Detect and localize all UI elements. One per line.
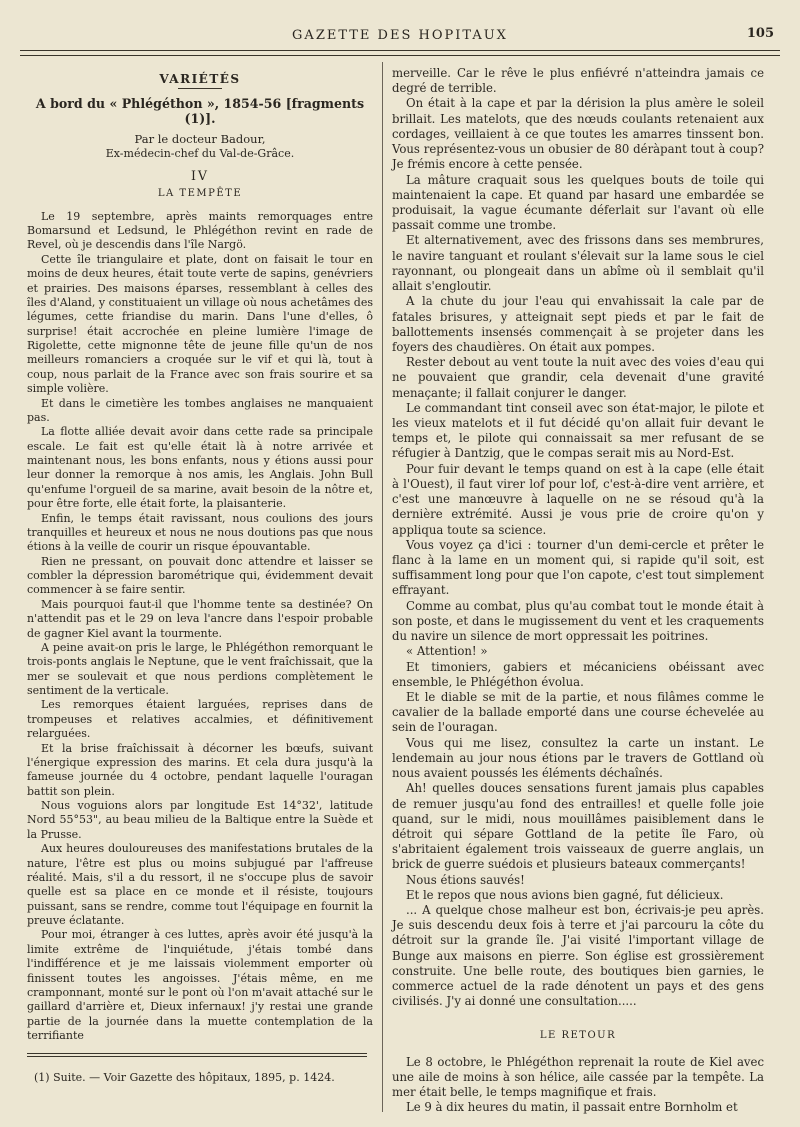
section-heading: VARIÉTÉS [159, 72, 241, 86]
paragraph: « Attention! » [406, 644, 488, 659]
right-column [392, 66, 764, 1116]
paragraph: Le 9 à dix heures du matin, il passait entre Bornholm et [406, 1100, 738, 1115]
paragraph: merveille. Car le rêve le plus enfiévré n'atteindra jamais ce degré de terrible. [392, 66, 764, 96]
footnote-rule [27, 1053, 367, 1054]
paragraph: Pour fuir devant le temps quand on est à la cape (elle était à l'Ouest), il faut virer lof pour lof, c'est-à-dire vent arrière, et c'est une manœuvre à laquelle on ne se résoud qu'à la dernière extrémité. Aussi je vous prie de croire qu'on y appliqua toute sa science. [392, 461, 764, 537]
header-rule-thin [20, 55, 780, 56]
column-divider [382, 62, 383, 1112]
author-byline: Par le docteur Badour, [134, 132, 266, 147]
paragraph: Nous étions sauvés! [406, 872, 525, 887]
paragraph: La flotte alliée devait avoir dans cette rade sa principale escale. Le fait est qu'elle était là à notre arrivée et maintenant nous, les bons enfants, nous y étions aussi pour leur donner la remorque à nos amis, les Anglais. John Bull qu'enfume l'orgueil de sa marine, avait besoin de la nôtre et, pour être forte, elle était forte, la plaisanterie. [27, 425, 373, 511]
page-number: 105 [746, 26, 774, 41]
paragraph: ... A quelque chose malheur est bon, écrivais-je peu après. Je suis descendu deux fois à terre et j'ai parcouru la côte du détroit sur la grande île. J'ai visité l'important village de Bunge aux maisons en pierre. Son église est grossièrement construite. Une belle route, des boutiques bien garnies, le commerce actuel de la rade dénotent un pays et des gens civilisés. J'y ai donné une consultation..... [392, 903, 764, 1009]
journal-title: GAZETTE DES HOPITAUX [292, 28, 508, 43]
paragraph: Et alternativement, avec des frissons dans ses membrures, le navire tanguant et roulant s'élevait sur la lame sous le ciel rayonnant, ou plongeait dans un abîme où il semblait qu'il allait s'engloutir. [392, 233, 764, 294]
paragraph: Cette île triangulaire et plate, dont on faisait le tour en moins de deux heures, était toute verte de sapins, genévriers et prairies. Des maisons éparses, ressemblant à celles des îles d'Aland, y constituaient un village où nous achetâmes des légumes, cette friandise du marin. Dans l'une d'elles, ô surprise! était accrochée en pleine lumière l'image de Rigolette, cette mignonne tête de jeune fille qu'un de nos meilleurs romanciers a croquée sur le vif et qui là, tout à coup, nous parlait de la France avec son frais sourire et sa simple volière. [27, 252, 373, 396]
paragraph: On était à la cape et par la dérision la plus amère le soleil brillait. Les matelots, que des nœuds coulants retenaient aux cordages, veillaient à ce que toutes les amarres tinssent bon. Vous représentez-vous un obusier de 80 déràpant tout à coup? Je frémis encore à cette pensée. [392, 96, 764, 172]
paragraph: Comme au combat, plus qu'au combat tout le monde était à son poste, et dans le mugissement du vent et les craquements du navire un silence de mort oppressait les poitrines. [392, 598, 764, 644]
paragraph: Nous voguions alors par longitude Est 14°32', latitude Nord 55°53", au beau milieu de la Baltique entre la Suède et la Prusse. [27, 799, 373, 841]
paragraph: Vous voyez ça d'ici : tourner d'un demi-cercle et prêter le flanc à la lame en un moment qui, si rapide qu'il soit, est suffisamment long pour que l'on capote, c'est tout simplement effrayant. [392, 537, 764, 598]
paragraph: Le 19 septembre, après maints remorquages entre Bomarsund et Ledsund, le Phlégéthon revint en rade de Revel, où je descendis dans l'île Nargö. [27, 209, 373, 252]
footnote-rule-thin [27, 1056, 367, 1057]
header-rule [20, 50, 780, 51]
author-affiliation: Ex-médecin-chef du Val-de-Grâce. [105, 146, 295, 160]
paragraph: Et dans le cimetière les tombes anglaises ne manquaient pas. [27, 396, 373, 424]
paragraph: A peine avait-on pris le large, le Phlégéthon remorquant le trois-ponts anglais le Neptune, que le vent fraîchissait, que la mer se soulevait et que nous perdions complètement le sentiment de la verticale. [27, 640, 373, 697]
paragraph: Rien ne pressant, on pouvait donc attendre et laisser se combler la dépression barométrique qui, évidemment devait commencer à se faire sentir. [27, 554, 373, 597]
part-title: LA TEMPÊTE [157, 188, 243, 200]
page-header [20, 22, 780, 52]
paragraph: Enfin, le temps était ravissant, nous coulions des jours tranquilles et heureux et nous ne nous doutions pas que nous étions à la veille de courir un risque épouvantable. [27, 511, 373, 554]
paragraph: Et le diable se mit de la partie, et nous filâmes comme le cavalier de la ballade emporté dans une course échevelée au sein de l'ouragan. [392, 689, 764, 735]
paragraph: Rester debout au vent toute la nuit avec des voies d'eau qui ne pouvaient que grandir, cela devenait d'une gravité menaçante; il fallait conjurer le danger. [392, 355, 764, 400]
paragraph: Mais pourquoi faut-il que l'homme tente sa destinée? On n'attendit pas et le 29 on leva l'ancre dans l'espoir probable de gagner Kiel avant la tourmente. [27, 597, 373, 640]
paragraph: Vous qui me lisez, consultez la carte un instant. Le lendemain au jour nous étions par le travers de Gottland où nous avaient poussés les éléments déchaînés. [392, 735, 764, 781]
paragraph: A la chute du jour l'eau qui envahissait la cale par de fatales brisures, y atteignait sept pieds et par le fait de ballottements insensés commençait à se projeter dans les foyers des chaudières. On était aux pompes. [392, 294, 764, 354]
part-number: IV [190, 167, 210, 183]
article-title: A bord du « Phlégéthon », 1854-56 [fragments (1)]. [35, 96, 365, 126]
paragraph: Pour moi, étranger à ces luttes, après avoir été jusqu'à la limite extrême de l'inquiétude, j'étais tombé dans l'indifférence et je me laissais violemment emporter où finissent toutes les angoisses. J'étais même, en me cramponnant, monté sur le pont où l'on m'avait attaché sur le gaillard d'arrière et, Dieux infernaux! j'y restai une grande partie de la journée dans la muette contemplation de la terrifiante [27, 928, 373, 1042]
paragraph: La mâture craquait sous les quelques bouts de toile qui maintenaient la cape. Et quand par hasard une embardée se produisait, la vague écumante déferlait sur l'avant où elle passait comme une trombe. [392, 172, 764, 233]
paragraph: Et la brise fraîchissait à décorner les bœufs, suivant l'énergique expression des marins. Et cela dura jusqu'à la fameuse journée du 4 octobre, pendant laquelle l'ouragan battit son plein. [27, 741, 373, 798]
paragraph: Ah! quelles douces sensations furent jamais plus capables de remuer jusqu'au fond des entrailles! et quelle folle joie quand, sur le midi, nous mouillâmes paisiblement dans le détroit qui sépare Gottland de la petite île Faro, où s'abritaient également trois vaisseaux de guerre anglais, un brick de guerre suédois et plusieurs bateaux commerçants! [392, 781, 764, 872]
paragraph: Et le repos que nous avions bien gagné, fut délicieux. [406, 887, 724, 902]
left-column [27, 66, 373, 1043]
paragraph: Les remorques étaient larguées, reprises dans de trompeuses et relatives accalmies, et définitivement relarguées. [27, 698, 373, 741]
subsection-heading: LE RETOUR [539, 1029, 617, 1041]
paragraph: Aux heures douloureuses des manifestations brutales de la nature, l'être est plus ou moins subjugué par l'affreuse réalité. Mais, s'il a du ressort, il ne s'occupe plus de savoir quelle est sa place en ce monde et il résiste, toujours puissant, sans se rendre, comme tout l'équipage en fournit la preuve éclatante. [27, 842, 373, 927]
paragraph: Le commandant tint conseil avec son état-major, le pilote et les vieux matelots et il fut décidé qu'on allait fuir devant le temps et, le pilote qui connaissait sa mer refusant de se réfugier à Dantzig, que le compas serait mis au Nord-Est. [392, 400, 764, 461]
footnote: (1) Suite. — Voir Gazette des hôpitaux, 1895, p. 1424. [34, 1071, 335, 1084]
section-rule [178, 88, 222, 89]
paragraph: Et timoniers, gabiers et mécaniciens obéissant avec ensemble, le Phlégéthon évolua. [392, 659, 764, 689]
paragraph: Le 8 octobre, le Phlégéthon reprenait la route de Kiel avec une aile de moins à son hélice, aile cassée par la tempête. La mer était belle, le temps magnifique et frais. [392, 1054, 764, 1100]
